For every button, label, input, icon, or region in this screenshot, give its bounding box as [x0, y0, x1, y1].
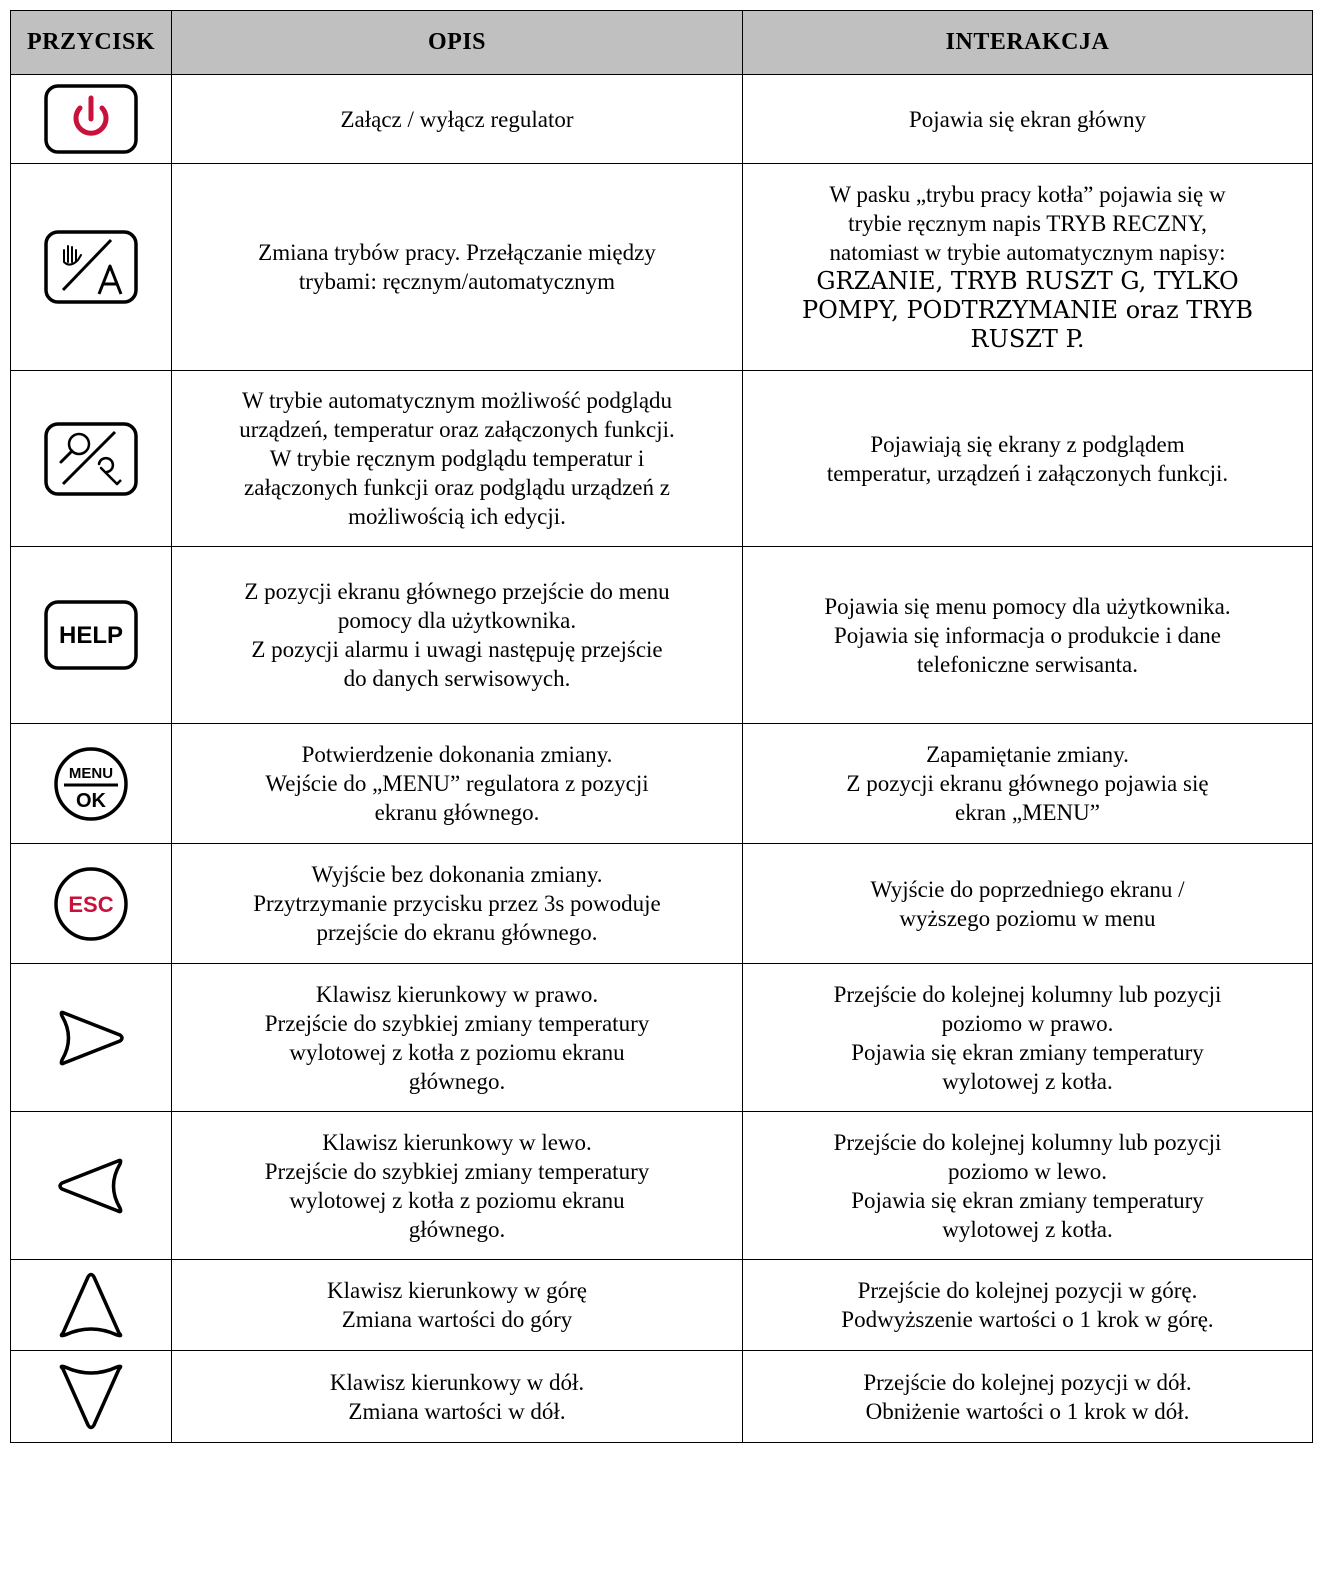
- interaction-line: trybie ręcznym napis TRYB RECZNY,: [848, 211, 1207, 236]
- description-line: Klawisz kierunkowy w prawo.: [315, 981, 599, 1007]
- interaction-line: Przejście do kolejnej kolumny lub pozycji: [833, 1129, 1222, 1155]
- arrow-down-icon: [51, 1359, 131, 1435]
- interaction-line: Podwyższenie wartości o 1 krok w górę.: [841, 1307, 1214, 1332]
- interaction-line: temperatur, urządzeń i załączonych funkcji.: [826, 460, 1229, 486]
- description-cell: [172, 724, 743, 844]
- description-line: Klawisz kierunkowy w dół.: [329, 1369, 585, 1395]
- table-row: [11, 1260, 1313, 1351]
- description-cell: [172, 371, 743, 547]
- header-interaction: INTERAKCJA: [743, 11, 1313, 75]
- button-cell: [11, 844, 172, 964]
- interaction-cell: [743, 844, 1313, 964]
- description-cell: [172, 164, 743, 371]
- description-line: możliwością ich edycji.: [348, 504, 566, 529]
- table-row: [11, 164, 1313, 371]
- button-cell: [11, 547, 172, 724]
- esc-icon: [51, 864, 131, 944]
- arrow-up-icon: [51, 1267, 131, 1343]
- interaction-line: Wyjście do poprzedniego ekranu /: [870, 876, 1185, 902]
- interaction-line: Pojawia się informacja o produkcie i dane: [833, 622, 1222, 648]
- description-line: Wejście do „MENU” regulatora z pozycji: [265, 771, 649, 796]
- description-cell: [172, 75, 743, 164]
- header-description: OPIS: [172, 11, 743, 75]
- interaction-line: RUSZT P.: [970, 325, 1085, 353]
- interaction-line: Pojawia się menu pomocy dla użytkownika.: [824, 593, 1231, 619]
- table-row: [11, 1351, 1313, 1443]
- description-line: do danych serwisowych.: [343, 666, 571, 691]
- description-line: Zmiana trybów pracy. Przełączanie między: [258, 240, 656, 265]
- button-cell: [11, 964, 172, 1112]
- help-icon-label: HELP: [58, 622, 124, 649]
- table-row: [11, 75, 1313, 164]
- description-line: głównego.: [408, 1216, 506, 1242]
- arrow-right-icon: [46, 1003, 136, 1073]
- interaction-line: Przejście do kolejnej kolumny lub pozycji: [833, 981, 1222, 1007]
- button-cell: [11, 1112, 172, 1260]
- interaction-line: wyższego poziomu w menu: [899, 905, 1156, 931]
- description-line: W trybie ręcznym podglądu temperatur i: [269, 446, 645, 471]
- description-line: urządzeń, temperatur oraz załączonych funkcji.: [239, 417, 675, 442]
- interaction-line: Obniżenie wartości o 1 krok w dół.: [865, 1398, 1190, 1424]
- table-row: [11, 844, 1313, 964]
- description-cell: [172, 844, 743, 964]
- buttons-table: [10, 10, 1313, 1443]
- description-line: Z pozycji alarmu i uwagi następuję przejście: [251, 637, 663, 662]
- interaction-line: POMPY, PODTRZYMANIE oraz TRYB: [801, 296, 1254, 324]
- table-row: [11, 724, 1313, 844]
- description-line: Przytrzymanie przycisku przez 3s powoduje: [253, 891, 661, 916]
- description-line: Z pozycji ekranu głównego przejście do menu: [244, 579, 670, 604]
- description-line: Zmiana wartości w dół.: [348, 1398, 566, 1424]
- interaction-line: poziomo w lewo.: [947, 1158, 1108, 1184]
- interaction-line: Pojawia się ekran zmiany temperatury: [851, 1039, 1204, 1065]
- arrow-left-icon: [46, 1151, 136, 1221]
- interaction-cell: [743, 1260, 1313, 1351]
- description-line: wylotowej z kotła z poziomu ekranu: [289, 1039, 625, 1065]
- interaction-line: poziomo w prawo.: [941, 1010, 1114, 1036]
- description-line: Klawisz kierunkowy w górę: [327, 1278, 587, 1303]
- interaction-line: Przejście do kolejnej pozycji w górę.: [857, 1278, 1198, 1303]
- esc-icon-label: ESC: [68, 891, 114, 917]
- description-line: pomocy dla użytkownika.: [337, 608, 577, 633]
- help-icon: [41, 598, 141, 672]
- description-line: trybami: ręcznym/automatycznym: [298, 269, 616, 294]
- interaction-cell: [743, 724, 1313, 844]
- power-icon: [41, 82, 141, 156]
- description-line: załączonych funkcji oraz podglądu urządzeń z: [244, 475, 670, 500]
- header-button: PRZYCISK: [11, 11, 172, 75]
- table-row: [11, 964, 1313, 1112]
- button-cell: [11, 1260, 172, 1351]
- interaction-cell: [743, 371, 1313, 547]
- description-line: wylotowej z kotła z poziomu ekranu: [289, 1187, 625, 1213]
- interaction-line: Z pozycji ekranu głównego pojawia się: [846, 771, 1209, 796]
- interaction-cell: [743, 547, 1313, 724]
- interaction-cell: [743, 75, 1313, 164]
- menu-ok-icon-top-label: MENU: [68, 764, 114, 782]
- description-cell: [172, 1351, 743, 1443]
- description-cell: [172, 547, 743, 724]
- button-cell: [11, 164, 172, 371]
- interaction-line: Przejście do kolejnej pozycji w dół.: [863, 1369, 1192, 1395]
- menu-ok-icon-bottom-label: OK: [76, 789, 106, 812]
- menu-ok-icon: [51, 744, 131, 824]
- interaction-line: W pasku „trybu pracy kotła” pojawia się w: [829, 182, 1226, 207]
- table-header-row: [11, 11, 1313, 75]
- button-cell: [11, 371, 172, 547]
- description-line: ekranu głównego.: [374, 800, 540, 825]
- table-row: [11, 547, 1313, 724]
- description-line: Potwierdzenie dokonania zmiany.: [301, 742, 613, 767]
- description-line: Przejście do szybkiej zmiany temperatury: [264, 1158, 650, 1184]
- interaction-line: telefoniczne serwisanta.: [917, 651, 1138, 677]
- interaction-line: ekran „MENU”: [955, 800, 1100, 825]
- description-cell: [172, 1260, 743, 1351]
- description-line: głównego.: [408, 1068, 506, 1094]
- description-line: Przejście do szybkiej zmiany temperatury: [264, 1010, 650, 1036]
- description-cell: [172, 1112, 743, 1260]
- description-line: Zmiana wartości do góry: [341, 1307, 573, 1332]
- interaction-cell: [743, 164, 1313, 371]
- button-cell: [11, 724, 172, 844]
- interaction-line: wylotowej z kotła.: [942, 1216, 1113, 1242]
- interaction-line: Pojawiają się ekrany z podglądem: [870, 431, 1185, 457]
- interaction-line: wylotowej z kotła.: [942, 1068, 1113, 1094]
- preview-service-icon: [41, 420, 141, 498]
- table-row: [11, 371, 1313, 547]
- description-cell: [172, 964, 743, 1112]
- interaction-cell: [743, 1112, 1313, 1260]
- interaction-line: Zapamiętanie zmiany.: [926, 742, 1129, 767]
- description-line: Wyjście bez dokonania zmiany.: [311, 862, 603, 887]
- description-line: Załącz / wyłącz regulator: [340, 106, 574, 132]
- interaction-cell: [743, 964, 1313, 1112]
- table-row: [11, 1112, 1313, 1260]
- hand-auto-mode-icon: [41, 228, 141, 306]
- interaction-line: GRZANIE, TRYB RUSZT G, TYLKO: [816, 267, 1239, 295]
- description-line: przejście do ekranu głównego.: [316, 920, 598, 945]
- description-line: W trybie automatycznym możliwość podglądu: [241, 388, 673, 413]
- interaction-line: Pojawia się ekran główny: [909, 106, 1146, 132]
- interaction-cell: [743, 1351, 1313, 1443]
- button-cell: [11, 75, 172, 164]
- button-cell: [11, 1351, 172, 1443]
- interaction-line: natomiast w trybie automatycznym napisy:: [829, 240, 1226, 265]
- description-line: Klawisz kierunkowy w lewo.: [322, 1129, 592, 1155]
- interaction-line: Pojawia się ekran zmiany temperatury: [851, 1187, 1204, 1213]
